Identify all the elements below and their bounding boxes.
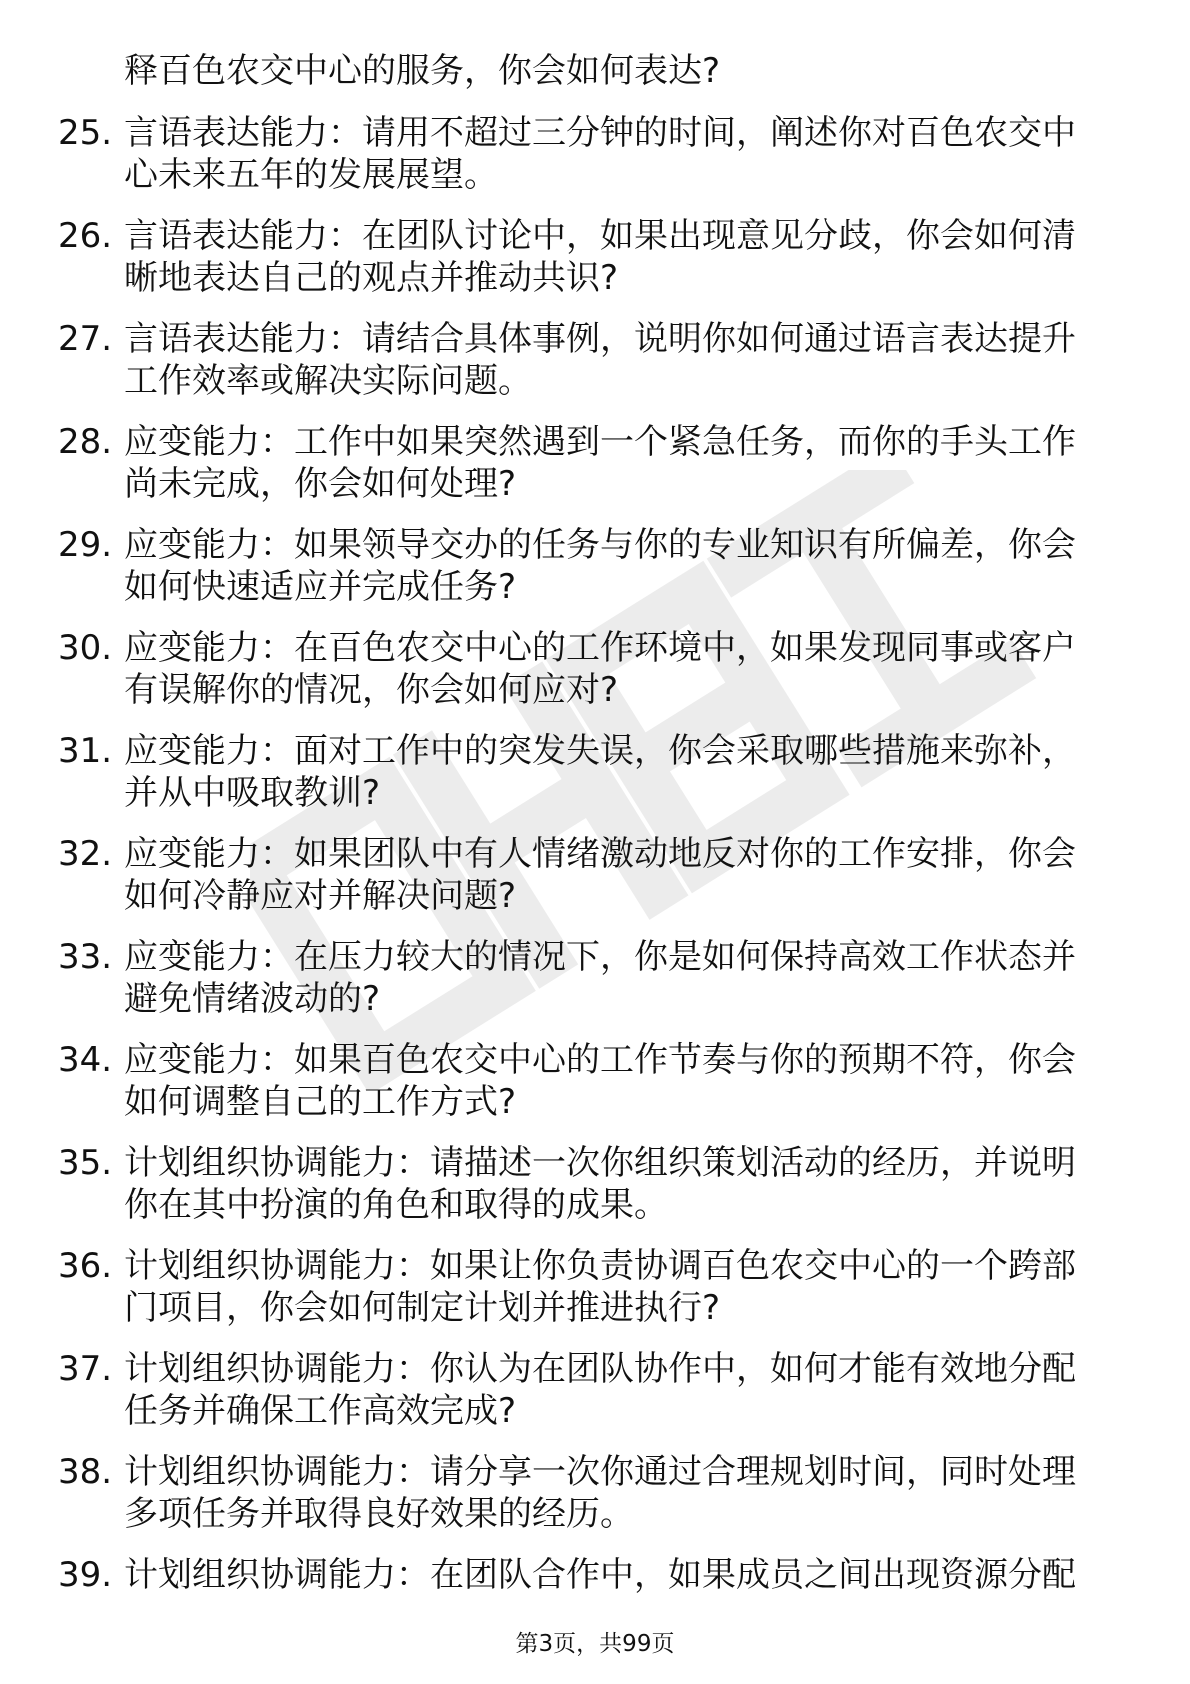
question-item (58, 421, 1138, 524)
question-number: 27. (58, 319, 113, 359)
question-number: 32. (58, 834, 113, 874)
question-text-line: 应变能力：工作中如果突然遇到一个紧急任务，而你的手头工作 (124, 422, 1076, 462)
question-text-line: 并从中吸取教训? (124, 773, 381, 813)
question-item (58, 1142, 1138, 1245)
question-text (124, 1451, 1134, 1535)
question-item (58, 1245, 1138, 1348)
question-text (124, 112, 1134, 196)
question-text (124, 421, 1134, 505)
page-footer: 第3页，共99页 (515, 1631, 675, 1657)
question-text (124, 1245, 1134, 1329)
question-item (58, 1039, 1138, 1142)
question-item (58, 318, 1138, 421)
question-item (58, 627, 1138, 730)
question-text-line: 应变能力：在百色农交中心的工作环境中，如果发现同事或客户 (124, 628, 1076, 668)
question-number: 34. (58, 1040, 113, 1080)
question-item (58, 936, 1138, 1039)
question-text (124, 215, 1134, 299)
question-number: 36. (58, 1246, 113, 1286)
question-text-line: 晰地表达自己的观点并推动共识? (124, 258, 619, 298)
question-number: 38. (58, 1452, 113, 1492)
question-text-line: 计划组织协调能力：请分享一次你通过合理规划时间，同时处理 (124, 1452, 1076, 1492)
question-item (58, 215, 1138, 318)
question-text-line: 计划组织协调能力：如果让你负责协调百色农交中心的一个跨部 (124, 1246, 1076, 1286)
question-item (58, 730, 1138, 833)
question-text (124, 1348, 1134, 1432)
question-text-line: 尚未完成，你会如何处理? (124, 464, 517, 504)
question-text-line: 应变能力：如果领导交办的任务与你的专业知识有所偏差，你会 (124, 525, 1076, 565)
question-item (58, 833, 1138, 936)
question-list (58, 112, 1138, 1657)
question-text (124, 627, 1134, 711)
question-number: 30. (58, 628, 113, 668)
question-number: 28. (58, 422, 113, 462)
question-text (124, 318, 1134, 402)
question-text-line: 有误解你的情况，你会如何应对? (124, 670, 619, 710)
question-text-line: 应变能力：在压力较大的情况下，你是如何保持高效工作状态并 (124, 937, 1076, 977)
question-number: 26. (58, 216, 113, 256)
question-text-line: 应变能力：面对工作中的突发失误，你会采取哪些措施来弥补， (124, 731, 1076, 771)
question-text-line: 应变能力：如果团队中有人情绪激动地反对你的工作安排，你会 (124, 834, 1076, 874)
question-text (124, 524, 1134, 608)
question-text-line: 言语表达能力：请结合具体事例，说明你如何通过语言表达提升 (124, 319, 1076, 359)
question-text-line: 计划组织协调能力：你认为在团队协作中，如何才能有效地分配 (124, 1349, 1076, 1389)
question-item (58, 524, 1138, 627)
question-text-line: 言语表达能力：在团队讨论中，如果出现意见分歧，你会如何清 (124, 216, 1076, 256)
question-number: 35. (58, 1143, 113, 1183)
question-text-line: 如何冷静应对并解决问题? (124, 876, 517, 916)
question-text (124, 936, 1134, 1020)
question-text-line: 你在其中扮演的角色和取得的成果。 (124, 1185, 668, 1225)
question-item (58, 1348, 1138, 1451)
question-text-line: 计划组织协调能力：在团队合作中，如果成员之间出现资源分配 (124, 1555, 1076, 1595)
continued-question-text: 释百色农交中心的服务，你会如何表达? (124, 51, 721, 91)
question-text (124, 730, 1134, 814)
question-text-line: 避免情绪波动的? (124, 979, 381, 1019)
question-number: 37. (58, 1349, 113, 1389)
question-text-line: 门项目，你会如何制定计划并推进执行? (124, 1288, 721, 1328)
question-text-line: 心未来五年的发展展望。 (124, 155, 498, 195)
question-number: 25. (58, 113, 113, 153)
question-text (124, 1142, 1134, 1226)
question-number: 39. (58, 1555, 113, 1595)
question-text-line: 多项任务并取得良好效果的经历。 (124, 1494, 634, 1534)
question-text (124, 1039, 1134, 1123)
question-number: 31. (58, 731, 113, 771)
question-text-line: 如何快速适应并完成任务? (124, 567, 517, 607)
question-item (58, 1451, 1138, 1554)
question-text (124, 1554, 1134, 1596)
question-number: 29. (58, 525, 113, 565)
question-number: 33. (58, 937, 113, 977)
question-text-line: 任务并确保工作高效完成? (124, 1391, 517, 1431)
question-text-line: 工作效率或解决实际问题。 (124, 361, 532, 401)
question-text-line: 言语表达能力：请用不超过三分钟的时间，阐述你对百色农交中 (124, 113, 1076, 153)
question-text (124, 833, 1134, 917)
question-text-line: 应变能力：如果百色农交中心的工作节奏与你的预期不符，你会 (124, 1040, 1076, 1080)
question-text-line: 如何调整自己的工作方式? (124, 1082, 517, 1122)
question-text-line: 计划组织协调能力：请描述一次你组织策划活动的经历，并说明 (124, 1143, 1076, 1183)
question-item (58, 112, 1138, 215)
